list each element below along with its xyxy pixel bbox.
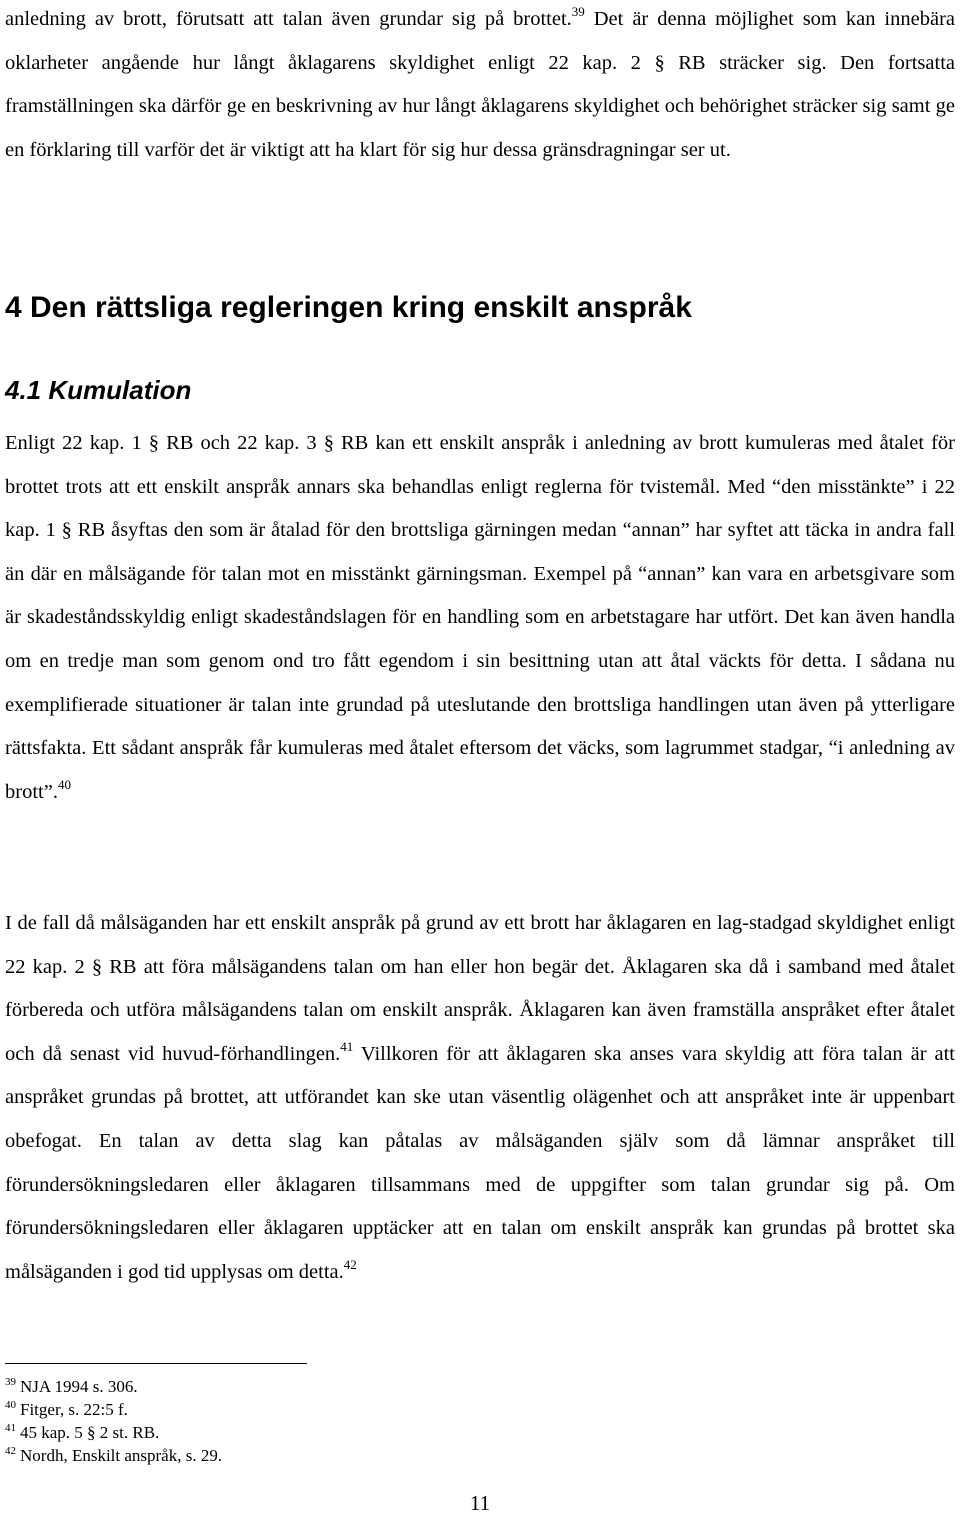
footnote-ref-41: 41	[340, 1038, 354, 1054]
footnote-text: Fitger, s. 22:5 f.	[20, 1400, 128, 1419]
footnote-item	[5, 1375, 222, 1398]
footnote-number: 42	[5, 1445, 16, 1457]
footnote-text: NJA 1994 s. 306.	[20, 1377, 138, 1396]
footnote-list	[5, 1375, 222, 1467]
footnote-item	[5, 1398, 222, 1421]
chapter-heading: 4 Den rättsliga regleringen kring enskilt anspråk	[5, 291, 692, 324]
paragraph-aklagare-text-end: Villkoren för att åklagaren ska anses vara skyldig att föra talan är att anspråket grundas på brottet, att utförandet kan ske utan väsentlig olägenhet och att anspråket inte är uppenbart obefogat. En talan av detta slag kan påtalas av målsäganden själv som då lämnar anspråket till förundersökningsledaren eller åklagaren tillsammans med de uppgifter som talan grundar sig på. Om förundersökningsledaren eller åklagaren upptäcker att en talan om enskilt anspråk kan grundas på brottet ska målsäganden i god tid upplysas om detta.	[5, 1042, 955, 1283]
page-number: 11	[469, 1491, 491, 1515]
paragraph-aklagare-text-start: I de fall då målsäganden har ett enskilt anspråk på grund av ett brott har åklagaren en lag-stadgad skyldighet enligt 22 kap. 2 § RB att föra målsägandens talan om han eller hon begär det. Åklagaren ska då i samband med åtalet förbereda och utföra målsägandens talan om enskilt anspråk. Åklagaren kan även framställa anspråket efter åtalet och då senast vid huvud-förhandlingen.	[5, 912, 955, 1065]
paragraph-aklagare	[5, 902, 955, 1294]
footnote-number: 40	[5, 1399, 16, 1411]
footnote-divider	[5, 1363, 307, 1364]
footnote-item	[5, 1421, 222, 1444]
footnote-text: 45 kap. 5 § 2 st. RB.	[20, 1423, 160, 1442]
paragraph-kumulation-text: Enligt 22 kap. 1 § RB och 22 kap. 3 § RB kan ett enskilt anspråk i anledning av brott kumuleras med åtalet för brottet trots att ett enskilt anspråk annars ska behandlas enligt reglerna för tvistemål. Med “den misstänkte” i 22 kap. 1 § RB åsyftas den som är åtalad för den brottsliga gärningen medan “annan” har syftet att täcka in andra fall än där en målsägande för talan mot en misstänkt gärningsman. Exempel på “annan” kan vara en arbetsgivare som är skadeståndsskyldig enligt skadeståndslagen för en handling som en arbetstagare har utfört. Det kan även handla om en tredje man som genom ond tro fått egendom i sin besittning utan att åtal väckts för detta. I sådana nu exemplifierade situationer är talan inte grundad på uteslutande den brottsliga handlingen utan även på ytterligare rättsfakta. Ett sådant anspråk får kumuleras med åtalet eftersom det väcks, som lagrummet stadgar, “i anledning av brott”.	[5, 432, 955, 803]
paragraph-intro-text-end: Det är denna möjlighet som kan innebära oklarheter angående hur långt åklagarens skyldighet enligt 22 kap. 2 § RB sträcker sig. Den fortsatta framställningen ska därför ge en beskrivning av hur långt åklagarens skyldighet och behörighet sträcker sig samt ge en förklaring till varför det är viktigt att ha klart för sig hur dessa gränsdragningar ser ut.	[5, 8, 955, 161]
paragraph-kumulation	[5, 422, 955, 814]
footnote-ref-39: 39	[571, 4, 585, 19]
paragraph-intro-text-start: anledning av brott, förutsatt att talan även grundar sig på brottet.	[5, 8, 572, 30]
footnote-number: 41	[5, 1422, 16, 1434]
footnote-ref-42: 42	[343, 1256, 357, 1272]
footnote-text: Nordh, Enskilt anspråk, s. 29.	[20, 1446, 223, 1465]
footnote-ref-40: 40	[57, 776, 71, 792]
section-heading: 4.1 Kumulation	[5, 375, 192, 405]
footnote-item	[5, 1444, 222, 1467]
paragraph-intro	[5, 0, 955, 172]
footnote-number: 39	[5, 1376, 16, 1388]
